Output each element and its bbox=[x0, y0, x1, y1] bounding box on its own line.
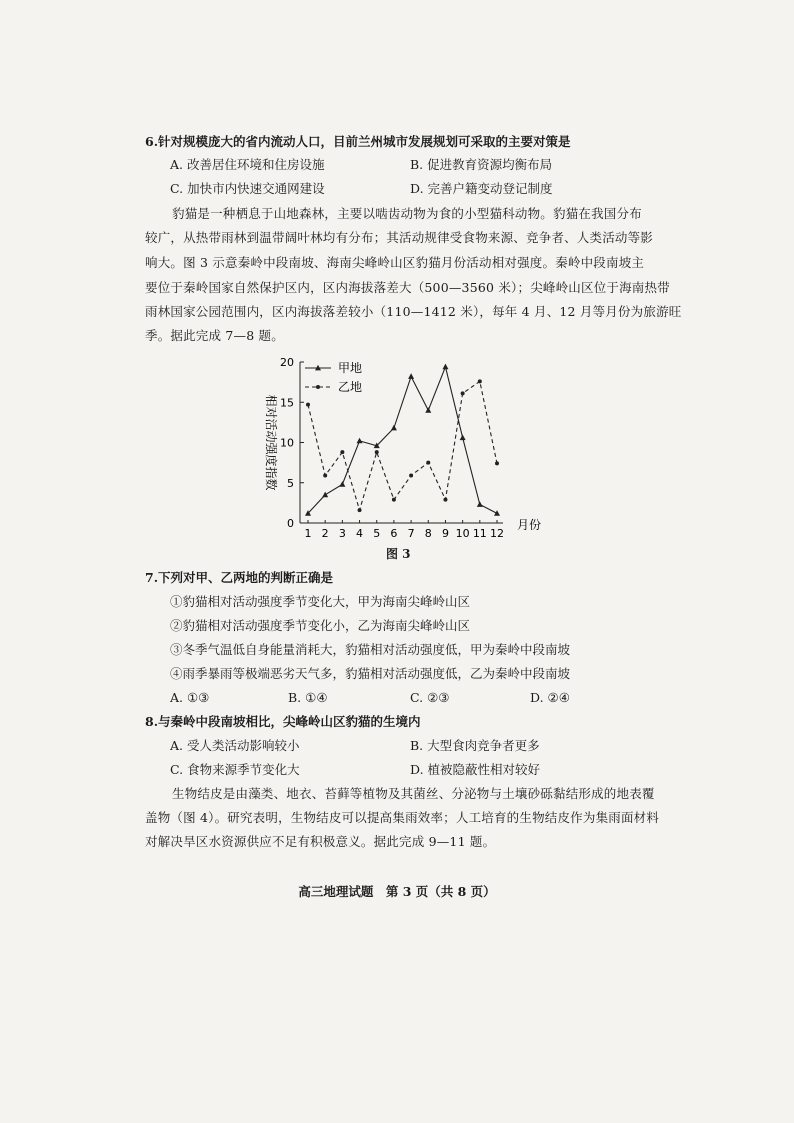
q7-option-c: C. ②③ bbox=[410, 690, 450, 705]
x-tick-label: 11 bbox=[472, 527, 487, 540]
series-2-point bbox=[375, 450, 379, 454]
series-2-point bbox=[478, 379, 482, 383]
q8-option-c: C. 食物来源季节变化大 bbox=[170, 762, 300, 777]
q7-option-a: A. ①③ bbox=[170, 690, 210, 705]
activity-line-chart bbox=[255, 350, 545, 545]
x-tick-label: 2 bbox=[321, 527, 329, 540]
q7-stem: 7.下列对甲、乙两地的判断正确是 bbox=[145, 570, 334, 585]
q6-option-a: A. 改善居住环境和住房设施 bbox=[170, 157, 325, 172]
passage1-line-4: 要位于秦岭国家自然保护区内，区内海拔落差大（500—3560 米）；尖峰岭山区位于海南热带 bbox=[145, 280, 670, 295]
q6-option-b: B. 促进教育资源均衡布局 bbox=[410, 157, 553, 172]
series-1-point bbox=[357, 438, 363, 444]
series-2-point bbox=[340, 450, 344, 454]
q8-option-a: A. 受人类活动影响较小 bbox=[170, 738, 300, 753]
x-tick-label: 4 bbox=[356, 527, 364, 540]
series-2-point bbox=[443, 498, 447, 502]
series-1-point bbox=[408, 373, 414, 379]
passage1-line-5: 雨林国家公园范围内，区内海拔落差较小（110—1412 米），每年 4 月、12 月等月份为旅游旺 bbox=[145, 304, 682, 319]
series-1-point bbox=[339, 481, 345, 487]
series-1-point bbox=[391, 425, 397, 431]
x-tick-label: 5 bbox=[373, 527, 381, 540]
x-tick-label: 9 bbox=[441, 527, 449, 540]
series-2-point bbox=[409, 474, 413, 478]
q6-option-d: D. 完善户籍变动登记制度 bbox=[410, 181, 553, 196]
passage1-line-2: 较广，从热带雨林到温带阔叶林均有分布；其活动规律受食物来源、竞争者、人类活动等影 bbox=[145, 230, 654, 245]
q6-stem: 6.针对规模庞大的省内流动人口，目前兰州城市发展规划可采取的主要对策是 bbox=[145, 134, 571, 149]
series-1-point bbox=[460, 434, 466, 440]
series-1-point bbox=[425, 407, 431, 413]
passage1-line-1: 豹猫是一种栖息于山地森林，主要以啮齿动物为食的小型猫科动物。豹猫在我国分布 bbox=[172, 206, 642, 221]
legend-label-1: 甲地 bbox=[338, 361, 363, 375]
y-tick-label: 15 bbox=[280, 396, 294, 410]
x-tick-label: 12 bbox=[490, 527, 504, 540]
series-1-point bbox=[442, 364, 448, 370]
q8-option-b: B. 大型食肉竞争者更多 bbox=[410, 738, 540, 753]
y-tick-label: 10 bbox=[280, 436, 294, 450]
series-1-point bbox=[494, 510, 500, 516]
x-tick-label: 10 bbox=[455, 527, 470, 540]
y-axis-label: 相对活动强度指数 bbox=[264, 394, 278, 491]
q7-option-d: D. ②④ bbox=[530, 690, 570, 705]
q7-statement-2: ②豹猫相对活动强度季节变化小，乙为海南尖峰岭山区 bbox=[170, 618, 471, 633]
passage2-line-3: 对解决旱区水资源供应不足有积极意义。据此完成 9—11 题。 bbox=[145, 834, 496, 849]
q7-statement-4: ④雨季暴雨等极端恶劣天气多，豹猫相对活动强度低，乙为秦岭中段南坡 bbox=[170, 666, 571, 681]
y-tick-label: 5 bbox=[287, 476, 294, 490]
x-tick-label: 8 bbox=[424, 527, 432, 540]
series-2-point bbox=[306, 403, 310, 407]
series-2-point bbox=[323, 474, 327, 478]
series-line-1 bbox=[308, 367, 497, 514]
x-axis-label: 月份 bbox=[517, 518, 542, 532]
q7-statement-1: ①豹猫相对活动强度季节变化大，甲为海南尖峰岭山区 bbox=[170, 594, 471, 609]
q8-stem: 8.与秦岭中段南坡相比，尖峰岭山区豹猫的生境内 bbox=[145, 714, 421, 729]
x-tick-label: 6 bbox=[390, 527, 398, 540]
q6-option-c: C. 加快市内快速交通网建设 bbox=[170, 181, 325, 196]
passage2-line-2: 盖物（图 4）。研究表明，生物结皮可以提高集雨效率；人工培育的生物结皮作为集雨面材料 bbox=[145, 810, 660, 825]
x-tick-label: 3 bbox=[338, 527, 346, 540]
passage1-line-6: 季。据此完成 7—8 题。 bbox=[145, 328, 284, 343]
legend-label-2: 乙地 bbox=[338, 380, 363, 394]
q7-statement-3: ③冬季气温低自身能量消耗大，豹猫相对活动强度低，甲为秦岭中段南坡 bbox=[170, 642, 571, 657]
q7-option-b: B. ①④ bbox=[288, 690, 328, 705]
passage2-line-1: 生物结皮是由藻类、地衣、苔藓等植物及其菌丝、分泌物与土壤砂砾黏结形成的地表覆 bbox=[172, 786, 655, 801]
series-1-point bbox=[322, 492, 328, 498]
legend-marker-dot bbox=[316, 385, 320, 389]
page-footer: 高三地理试题 第 3 页（共 8 页） bbox=[298, 884, 496, 899]
q8-option-d: D. 植被隐蔽性相对较好 bbox=[410, 762, 541, 777]
series-2-point bbox=[358, 508, 362, 512]
x-tick-label: 7 bbox=[407, 527, 415, 540]
y-tick-label: 0 bbox=[287, 517, 294, 530]
series-2-point bbox=[495, 461, 499, 465]
series-1-point bbox=[477, 501, 483, 507]
series-2-point bbox=[392, 498, 396, 502]
series-2-point bbox=[426, 461, 430, 465]
figure-caption: 图 3 bbox=[386, 547, 411, 561]
passage1-line-3: 响大。图 3 示意秦岭中段南坡、海南尖峰岭山区豹猫月份活动相对强度。秦岭中段南坡主 bbox=[145, 255, 645, 270]
y-tick-label: 20 bbox=[280, 356, 294, 369]
series-2-point bbox=[461, 391, 465, 395]
x-tick-label: 1 bbox=[304, 527, 312, 540]
